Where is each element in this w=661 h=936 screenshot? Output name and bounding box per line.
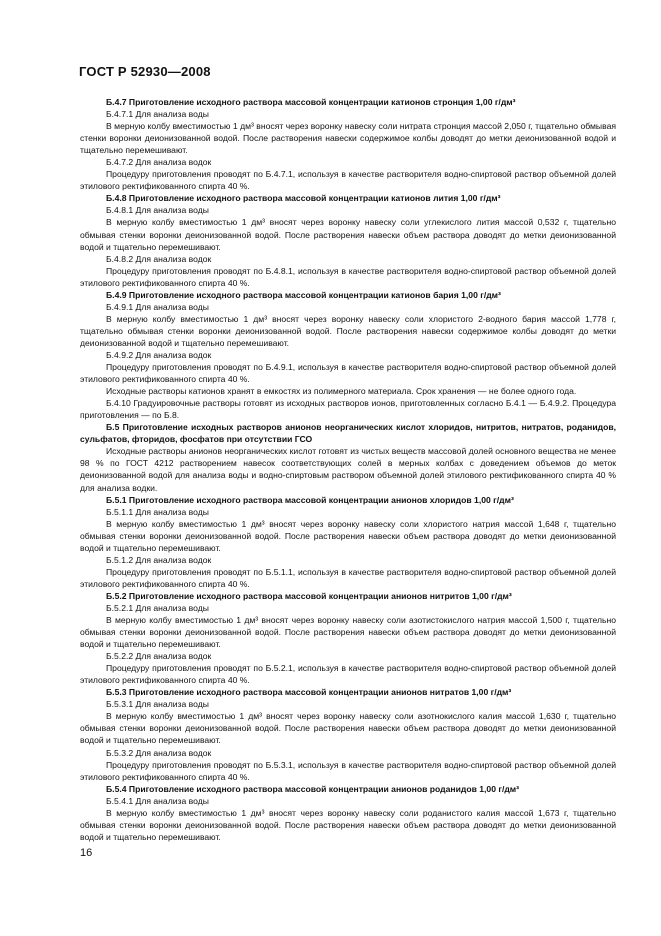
subsection-label: Б.5.2.1 Для анализа воды bbox=[106, 602, 209, 613]
paragraph: В мерную колбу вместимостью 1 дм³ вносят через воронку навеску соли роданистого калия массой 1,673 г, тщательно обмывая стенки воронки деионизованной водой. После растворения навески объем раствора доводят до метки деионизованной водой и тщательно перемешивают. bbox=[80, 807, 616, 842]
subsection-label: Б.4.8.2 Для анализа водок bbox=[106, 253, 212, 264]
document-header: ГОСТ Р 52930—2008 bbox=[79, 64, 211, 79]
section-heading: Б.5.2 Приготовление исходного раствора массовой концентрации анионов нитритов 1,00 г/дм³ bbox=[106, 590, 512, 601]
section-heading: Б.5 Приготовление исходных растворов анионов неорганических кислот хлоридов, нитритов, нитратов, роданидов, сульфатов, фторидов, фосфатов при отсутствии ГСО bbox=[80, 422, 616, 445]
paragraph: Исходные растворы катионов хранят в емкостях из полимерного материала. Срок хранения — не более одного года. bbox=[106, 386, 577, 397]
section-heading: Б.5.4 Приготовление исходного раствора массовой концентрации анионов роданидов 1,00 г/дм³ bbox=[106, 783, 520, 794]
section-heading: Б.4.8 Приготовление исходного раствора массовой концентрации катионов лития 1,00 г/дм³ bbox=[106, 193, 501, 204]
subsection-label: Б.5.3.1 Для анализа воды bbox=[106, 699, 209, 710]
subsection-label: Б.4.7.1 Для анализа воды bbox=[106, 109, 209, 120]
paragraph: Б.4.10 Градуировочные растворы готовят из исходных растворов ионов, приготовленных согласно Б.4.1 — Б.4.9.2. Процедура приготовления — по Б.8. bbox=[80, 398, 616, 421]
subsection-label: Б.5.1.1 Для анализа воды bbox=[106, 506, 209, 517]
subsection-label: Б.5.2.2 Для анализа водок bbox=[106, 651, 212, 662]
subsection-label: Б.4.9.2 Для анализа водок bbox=[106, 349, 212, 360]
subsection-label: Б.5.3.2 Для анализа водок bbox=[106, 747, 212, 758]
section-heading: Б.5.3 Приготовление исходного раствора массовой концентрации анионов нитратов 1,00 г/дм³ bbox=[106, 687, 512, 698]
paragraph: В мерную колбу вместимостью 1 дм³ вносят через воронку навеску соли азотистокислого натрия массой 1,500 г, тщательно обмывая стенки воронки деионизованной водой. После растворения навески объем раствора доводят до метки деионизованной водой и тщательно перемешивают. bbox=[80, 615, 616, 650]
paragraph: В мерную колбу вместимостью 1 дм³ вносят через воронку навеску соли хлористого натрия массой 1,648 г, тщательно обмывая стенки воронки деионизованной водой. После растворения навески объем раствора доводят до метки деионизованной водой и тщательно перемешивают. bbox=[80, 518, 616, 553]
paragraph: Процедуру приготовления проводят по Б.4.8.1, используя в качестве растворителя водно-спиртовой раствор объемной долей этилового ректификованного спирта 40 %. bbox=[80, 265, 616, 288]
subsection-label: Б.4.9.1 Для анализа воды bbox=[106, 301, 209, 312]
document-body bbox=[80, 96, 616, 843]
section-heading: Б.5.1 Приготовление исходного раствора массовой концентрации анионов хлоридов 1,00 г/дм³ bbox=[106, 494, 514, 505]
paragraph: Процедуру приготовления проводят по Б.5.1.1, используя в качестве растворителя водно-спиртовой раствор объемной долей этилового ректификованного спирта 40 %. bbox=[80, 566, 616, 589]
paragraph: В мерную колбу вместимостью 1 дм³ вносят через воронку навеску соли углекислого лития массой 0,532 г, тщательно обмывая стенки воронки деионизованной водой. После растворения навески объем раствора доводят до метки деионизованной водой и тщательно перемешивают. bbox=[80, 217, 616, 252]
page-number: 16 bbox=[80, 847, 93, 859]
paragraph: В мерную колбу вместимостью 1 дм³ вносят через воронку навеску соли азотнокислого калия массой 1,630 г, тщательно обмывая стенки воронки деионизованной водой. После растворения навески объем раствора доводят до метки деионизованной водой и тщательно перемешивают. bbox=[80, 711, 616, 746]
section-heading: Б.4.9 Приготовление исходного раствора массовой концентрации катионов бария 1,00 г/дм³ bbox=[106, 289, 501, 300]
subsection-label: Б.5.1.2 Для анализа водок bbox=[106, 554, 212, 565]
paragraph: В мерную колбу вместимостью 1 дм³ вносят через воронку навеску соли хлористого 2-водного бария массой 1,778 г, тщательно обмывая стенки воронки деионизованной водой. После растворения навески содержимое колбы доводят до метки деионизованной водой и тщательно перемешивают. bbox=[80, 313, 616, 348]
subsection-label: Б.4.7.2 Для анализа водок bbox=[106, 157, 212, 168]
paragraph: Процедуру приготовления проводят по Б.5.3.1, используя в качестве растворителя водно-спиртовой раствор объемной долей этилового ректификованного спирта 40 %. bbox=[80, 759, 616, 782]
paragraph: Процедуру приготовления проводят по Б.5.2.1, используя в качестве растворителя водно-спиртовой раствор объемной долей этилового ректификованного спирта 40 %. bbox=[80, 663, 616, 686]
subsection-label: Б.5.4.1 Для анализа воды bbox=[106, 795, 209, 806]
paragraph: Процедуру приготовления проводят по Б.4.9.1, используя в качестве растворителя водно-спиртовой раствор объемной долей этилового ректификованного спирта 40 %. bbox=[80, 362, 616, 385]
paragraph: Исходные растворы анионов неорганических кислот готовят из чистых веществ массовой долей основного вещества не менее 98 % по ГОСТ 4212 растворением навесок соответствующих солей в мерных колбах с доведением объемов до меток деионизованной водой для анализа воды и водно-спиртовым раствором объемной долей этилового ректификованного спирта 40 % для анализа водки. bbox=[80, 446, 616, 493]
subsection-label: Б.4.8.1 Для анализа воды bbox=[106, 205, 209, 216]
paragraph: Процедуру приготовления проводят по Б.4.7.1, используя в качестве растворителя водно-спиртовой раствор объемной долей этилового ректификованного спирта 40 %. bbox=[80, 169, 616, 192]
paragraph: В мерную колбу вместимостью 1 дм³ вносят через воронку навеску соли нитрата стронция массой 2,050 г, тщательно обмывая стенки воронки деионизованной водой. После растворения навески содержимое колбы доводят до метки деионизованной водой и тщательно перемешивают. bbox=[80, 121, 616, 156]
section-heading: Б.4.7 Приготовление исходного раствора массовой концентрации катионов стронция 1,00 г/дм³ bbox=[106, 97, 516, 107]
